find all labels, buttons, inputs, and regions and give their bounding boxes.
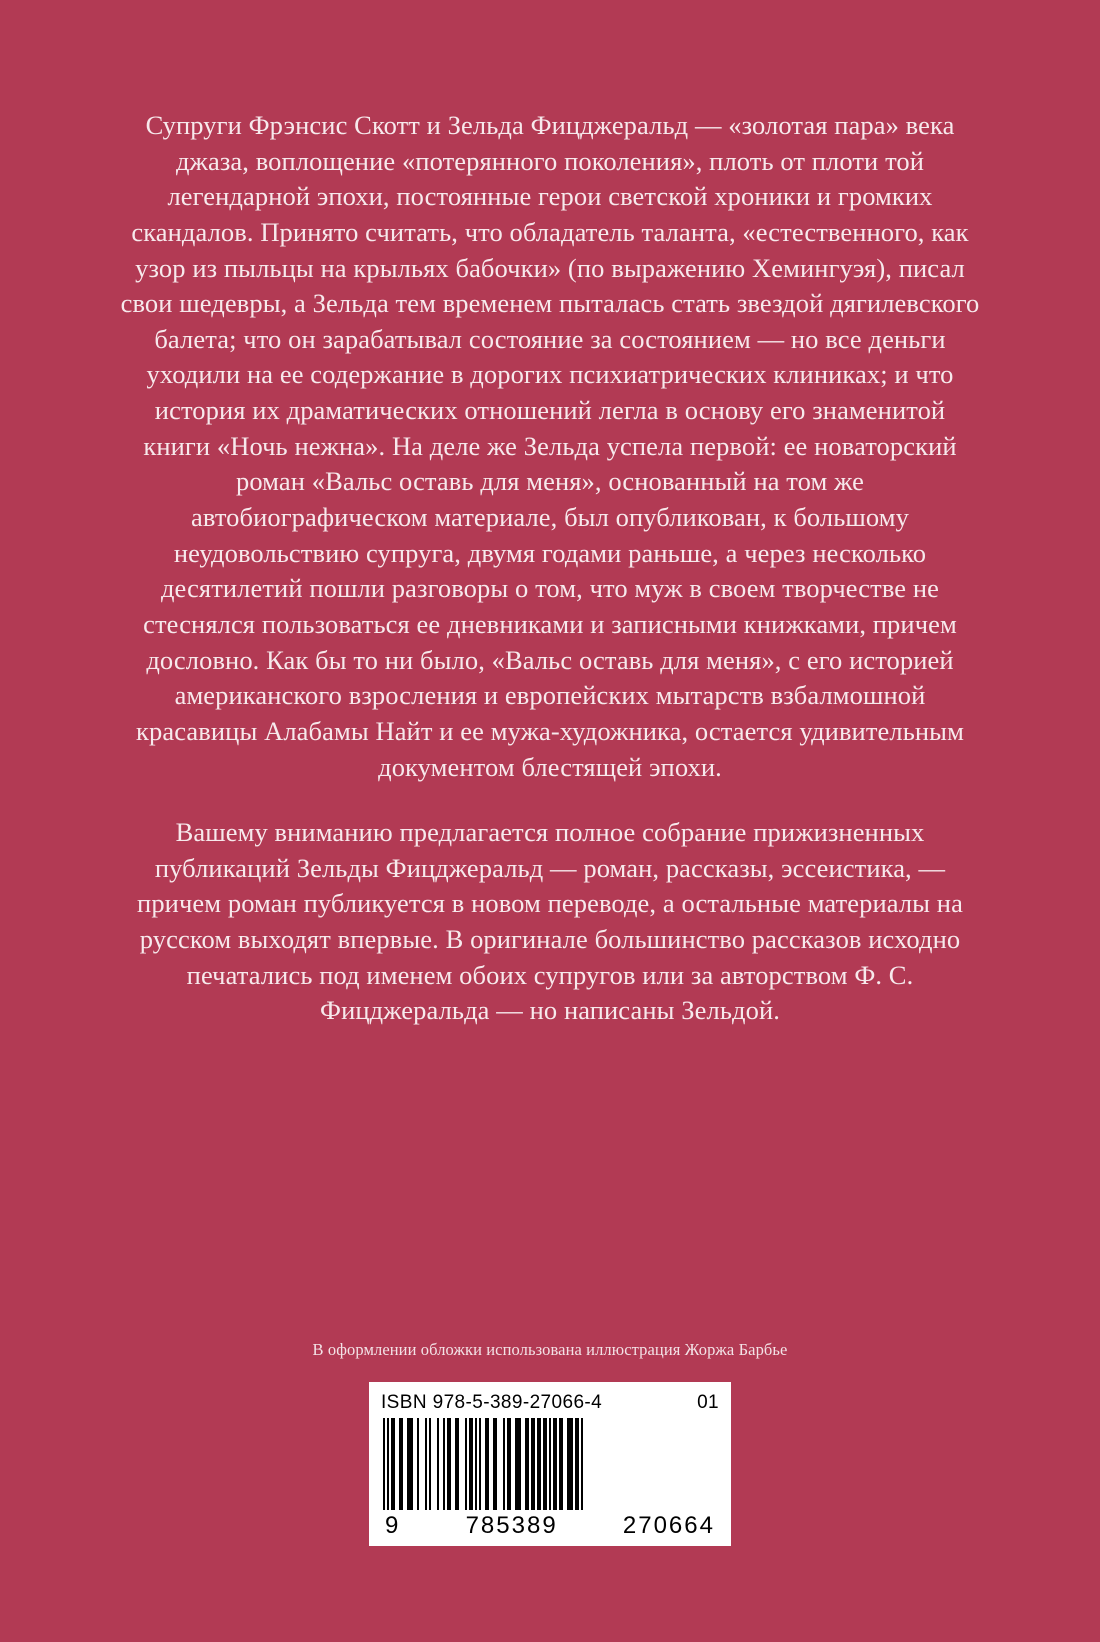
barcode-block bbox=[369, 1382, 731, 1546]
barcode-digits bbox=[379, 1510, 721, 1540]
barcode-bar bbox=[581, 1418, 583, 1510]
barcode-bars bbox=[379, 1418, 721, 1510]
isbn-suffix: 01 bbox=[697, 1392, 719, 1413]
isbn-label: ISBN 978-5-389-27066-4 bbox=[381, 1392, 603, 1413]
blurb-paragraph-1: Супруги Фрэнсис Скотт и Зельда Фицджеральд — «золотая пара» века джаза, воплощение «потерянного поколения», плоть от плоти той легендарной эпохи, постоянные герои светской хроники и громких скандалов. Принято считать, что обладатель таланта, «естественного, как узор из пыльцы на крыльях бабочки» (по выражению Хемингуэя), писал свои шедевры, а Зельда тем временем пыталась стать звездой дягилевского балета; что он зарабатывал состояние за состоянием — но все деньги уходили на ее содержание в дорогих психиатрических клиниках; и что история их драматических отношений легла в основу его знаменитой книги «Ночь нежна». На деле же Зельда успела первой: ее новаторский роман «Вальс оставь для меня», основанный на том же автобиографическом материале, был опубликован, к большому неудовольствию супруга, двумя годами раньше, а через несколько десятилетий пошли разговоры о том, что муж в своем творчестве не стеснялся пользоваться ее дневниками и записными книжками, причем дословно. Как бы то ни было, «Вальс оставь для меня», с его историей американского взросления и европейских мытарств взбалмошной красавицы Алабамы Найт и ее мужа-художника, остается удивительным документом блестящей эпохи. bbox=[120, 110, 980, 782]
isbn-row bbox=[379, 1392, 721, 1418]
blurb-paragraph-2: Вашему вниманию предлагается полное собрание прижизненных публикаций Зельды Фицджеральд — роман, рассказы, эссеистика, — причем роман публикуется в новом переводе, а остальные материалы на русском выходят впервые. В оригинале большинство рассказов исходно печатались под именем обоих супругов или за авторством Ф. С. Фицджеральда — но написаны Зельдой. bbox=[137, 817, 963, 1026]
cover-credit-line: В оформлении обложки использована иллюстрация Жоржа Барбье bbox=[312, 1340, 788, 1359]
barcode-digit-group-1: 785389 bbox=[465, 1512, 558, 1539]
barcode-digit-group-2: 270664 bbox=[622, 1512, 715, 1539]
blurb-text-block bbox=[120, 108, 980, 1029]
barcode-digit-left: 9 bbox=[385, 1512, 401, 1539]
